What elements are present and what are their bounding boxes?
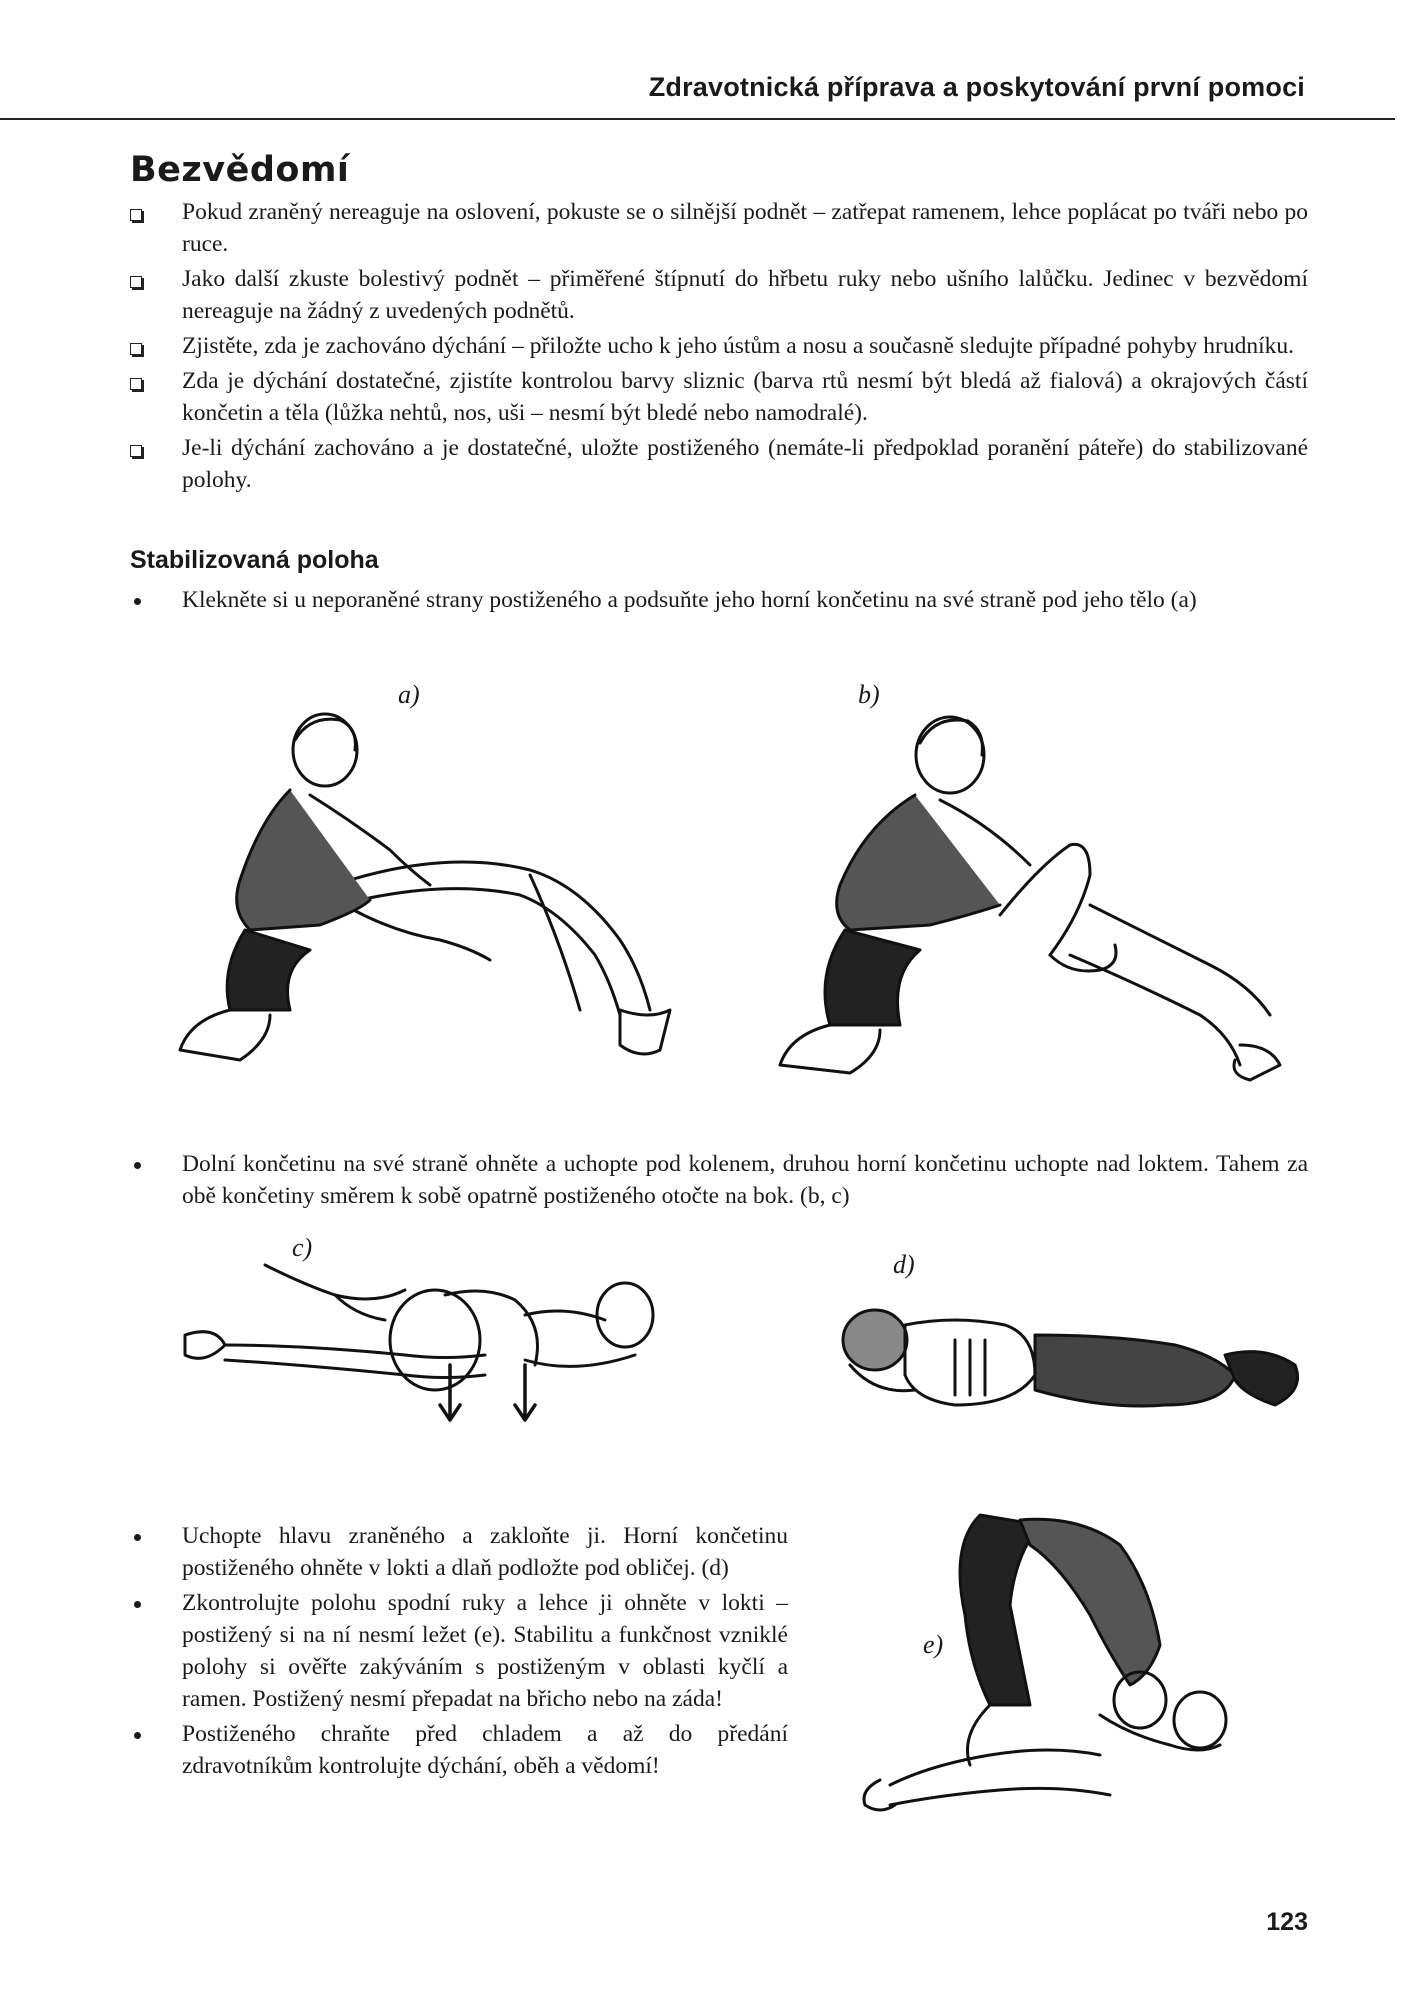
list-item: Postiženého chraňte před chladem a až do předání zdravotníkům kontrolujte dýchání, oběh a vědomí! xyxy=(130,1718,788,1782)
list-item: Dolní končetinu na své straně ohněte a uchopte pod kolenem, druhou horní končetinu uchopte nad loktem. Tahem za obě končetiny směrem k sobě opatrně postiženého otočte na bok. (b, c) xyxy=(130,1148,1308,1212)
figure-a-label: a) xyxy=(398,680,420,709)
list-item: Je-li dýchání zachováno a je dostatečné, uložte postiženého (nemáte-li předpoklad poranění páteře) do stabilizované polohy. xyxy=(130,432,1308,496)
figure-d-illustration xyxy=(835,1295,1305,1445)
figure-a-illustration xyxy=(200,710,680,1070)
header-title: Zdravotnická příprava a poskytování první pomoci xyxy=(648,72,1305,102)
steps-list-3 xyxy=(130,1520,788,1785)
unconsciousness-checklist xyxy=(130,196,1308,499)
list-item: Zjistěte, zda je zachováno dýchání – přiložte ucho k jeho ústům a nosu a současně sledujte případné pohyby hrudníku. xyxy=(130,330,1308,362)
list-item: Jako další zkuste bolestivý podnět – přiměřené štípnutí do hřbetu ruky nebo ušního lalůčku. Jedinec v bezvědomí nereaguje na žádný z uvedených podnětů. xyxy=(130,263,1308,327)
figure-b-label: b) xyxy=(858,680,880,709)
steps-list-2 xyxy=(130,1148,1308,1215)
list-item: Zkontrolujte polohu spodní ruky a lehce ji ohněte v lokti – postižený si na ní nesmí ležet (e). Stabilitu a funkčnost vzniklé polohy si ověřte zakýváním s postiženým v oblasti kyčlí a ramen. Postižený nesmí přepadat na břicho nebo na záda! xyxy=(130,1587,788,1715)
figure-b-illustration xyxy=(770,715,1290,1085)
list-item: Uchopte hlavu zraněného a zakloňte ji. Horní končetinu postiženého ohněte v lokti a dlaň podložte pod obličej. (d) xyxy=(130,1520,788,1584)
steps-list-1 xyxy=(130,584,1308,619)
figure-c-illustration xyxy=(185,1255,685,1445)
figure-e-label: e) xyxy=(923,1630,944,1659)
figure-c-label: c) xyxy=(292,1233,313,1262)
list-item: Zda je dýchání dostatečné, zjistíte kontrolou barvy sliznic (barva rtů nesmí být bledá až fialová) a okrajových částí končetin a těla (lůžka nehtů, nos, uši – nesmí být bledé nebo namodralé). xyxy=(130,365,1308,429)
figure-e-illustration xyxy=(870,1505,1290,1825)
subheading-stabilized-position: Stabilizovaná poloha xyxy=(130,546,379,574)
list-item: Klekněte si u neporaněné strany postiženého a podsuňte jeho horní končetinu na své straně pod jeho tělo (a) xyxy=(130,584,1308,616)
section-title: Bezvědomí xyxy=(130,150,350,190)
page-number: 123 xyxy=(1266,1908,1308,1936)
running-header xyxy=(0,72,1395,120)
figure-d-label: d) xyxy=(893,1250,915,1279)
list-item: Pokud zraněný nereaguje na oslovení, pokuste se o silnější podnět – zatřepat ramenem, lehce poplácat po tváři nebo po ruce. xyxy=(130,196,1308,260)
